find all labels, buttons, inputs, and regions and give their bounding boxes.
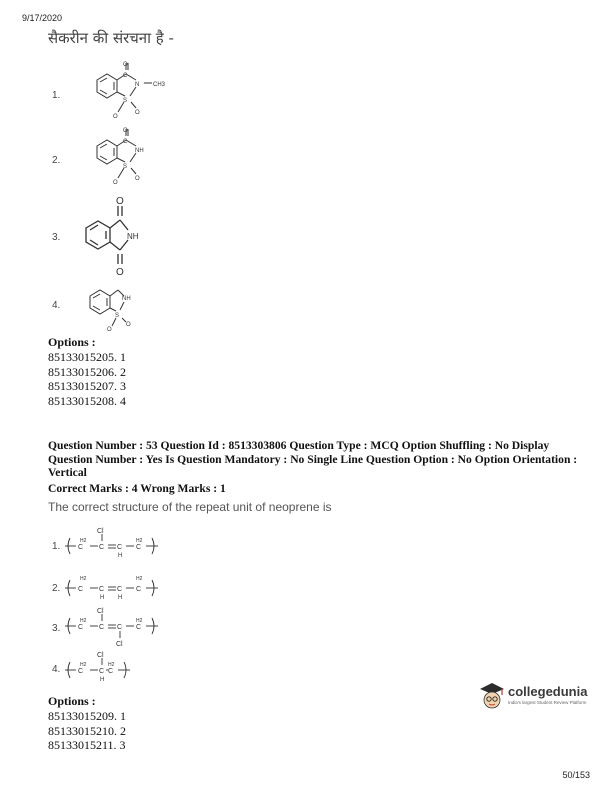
svg-text:C: C (123, 73, 128, 79)
svg-text:C: C (136, 544, 142, 551)
options-label: Options : (48, 335, 96, 349)
svg-text:Cl: Cl (97, 608, 104, 615)
svg-text:H2: H2 (80, 538, 87, 544)
option-id: 85133015208. 4 (48, 393, 126, 408)
choice-number: 4. (52, 300, 61, 311)
graduate-mascot-icon (478, 681, 506, 713)
svg-text:C: C (78, 668, 84, 675)
dichlorobutadiene-unit-structure (64, 604, 164, 652)
svg-text:O: O (116, 267, 124, 278)
svg-text:C: C (99, 586, 105, 593)
question-52-stem: सैकरीन की संरचना है - (48, 29, 174, 47)
svg-text:H2: H2 (80, 662, 87, 668)
print-date: 9/17/2020 (22, 13, 63, 23)
svg-text:C: C (108, 668, 114, 675)
option-id: 85133015206. 2 (48, 364, 126, 379)
svg-text:H2: H2 (136, 538, 143, 544)
choice-number: 4. (52, 664, 61, 675)
option-id: 85133015209. 1 (48, 709, 126, 723)
question-53-meta: Question Number : 53 Question Id : 8513303806 Question Type : MCQ Option Shuffling : No Display Question Number : Yes Is Question Mandatory : No Single Line Question Option : No Option Orientation : Vertical (48, 439, 578, 480)
svg-text:H2: H2 (108, 662, 115, 668)
svg-text:N: N (135, 82, 140, 88)
svg-text:O: O (113, 114, 118, 120)
question-52-options (48, 335, 126, 408)
svg-text:C: C (78, 544, 84, 551)
collegedunia-logo (478, 681, 598, 713)
svg-text:NH: NH (122, 296, 131, 302)
svg-text:O: O (107, 327, 112, 333)
svg-text:C: C (117, 586, 123, 593)
svg-text:Cl: Cl (116, 641, 123, 648)
svg-text:H: H (100, 677, 105, 683)
question-53-marks: Correct Marks : 4 Wrong Marks : 1 (48, 482, 226, 495)
choice-number: 2. (52, 583, 61, 594)
question-53-options (48, 694, 126, 753)
svg-text:NH: NH (127, 232, 139, 241)
logo-brand: collegedunia (508, 684, 588, 699)
svg-text:NH: NH (135, 148, 144, 154)
phthalimide-structure (78, 196, 158, 278)
svg-text:O: O (113, 180, 118, 186)
svg-text:C: C (117, 544, 123, 551)
page-number: 50/153 (562, 770, 590, 780)
vinyl-chloride-unit-structure (64, 650, 144, 690)
svg-text:CH3: CH3 (153, 82, 166, 88)
svg-text:H2: H2 (80, 618, 87, 624)
svg-text:C: C (78, 586, 84, 593)
choice-number: 2. (52, 155, 61, 166)
svg-text:H2: H2 (136, 576, 143, 582)
svg-text:C: C (99, 624, 105, 631)
logo-tagline: India's largest Student Review Platform (508, 700, 587, 705)
svg-text:O: O (123, 128, 128, 134)
svg-text:C: C (78, 624, 84, 631)
svg-text:S: S (123, 98, 128, 104)
choice-number: 3. (52, 232, 61, 243)
option-id: 85133015211. 3 (48, 738, 126, 752)
option-id: 85133015210. 2 (48, 723, 126, 738)
options-label: Options : (48, 694, 96, 708)
svg-text:O: O (116, 196, 124, 207)
polybutadiene-unit-structure (64, 568, 164, 608)
svg-text:H2: H2 (80, 576, 87, 582)
svg-text:O: O (135, 176, 140, 182)
svg-text:S: S (115, 313, 120, 319)
svg-text:O: O (135, 110, 140, 116)
saccharin-methyl-structure (80, 58, 170, 128)
choice-number: 1. (52, 541, 61, 552)
svg-text:O: O (123, 62, 128, 68)
svg-text:O: O (126, 322, 131, 328)
neoprene-unit-structure (64, 526, 164, 566)
svg-text:C: C (136, 624, 142, 631)
svg-text:C: C (136, 586, 142, 593)
svg-text:H: H (100, 595, 105, 601)
choice-number: 1. (52, 90, 61, 101)
option-id: 85133015207. 3 (48, 379, 126, 393)
saccharin-structure (80, 124, 150, 194)
question-53-text: The correct structure of the repeat unit of neoprene is (48, 500, 332, 514)
choice-number: 3. (52, 623, 61, 634)
svg-text:C: C (99, 544, 105, 551)
svg-text:C: C (99, 668, 105, 675)
svg-text:H: H (118, 595, 123, 601)
sultam-structure (80, 280, 150, 335)
svg-text:C: C (117, 624, 123, 631)
option-id: 85133015205. 1 (48, 350, 126, 364)
svg-text:H: H (118, 553, 123, 559)
svg-text:C: C (123, 139, 128, 145)
svg-text:S: S (123, 164, 128, 170)
svg-text:Cl: Cl (97, 528, 104, 535)
svg-text:Cl: Cl (97, 652, 104, 659)
svg-text:H2: H2 (136, 618, 143, 624)
